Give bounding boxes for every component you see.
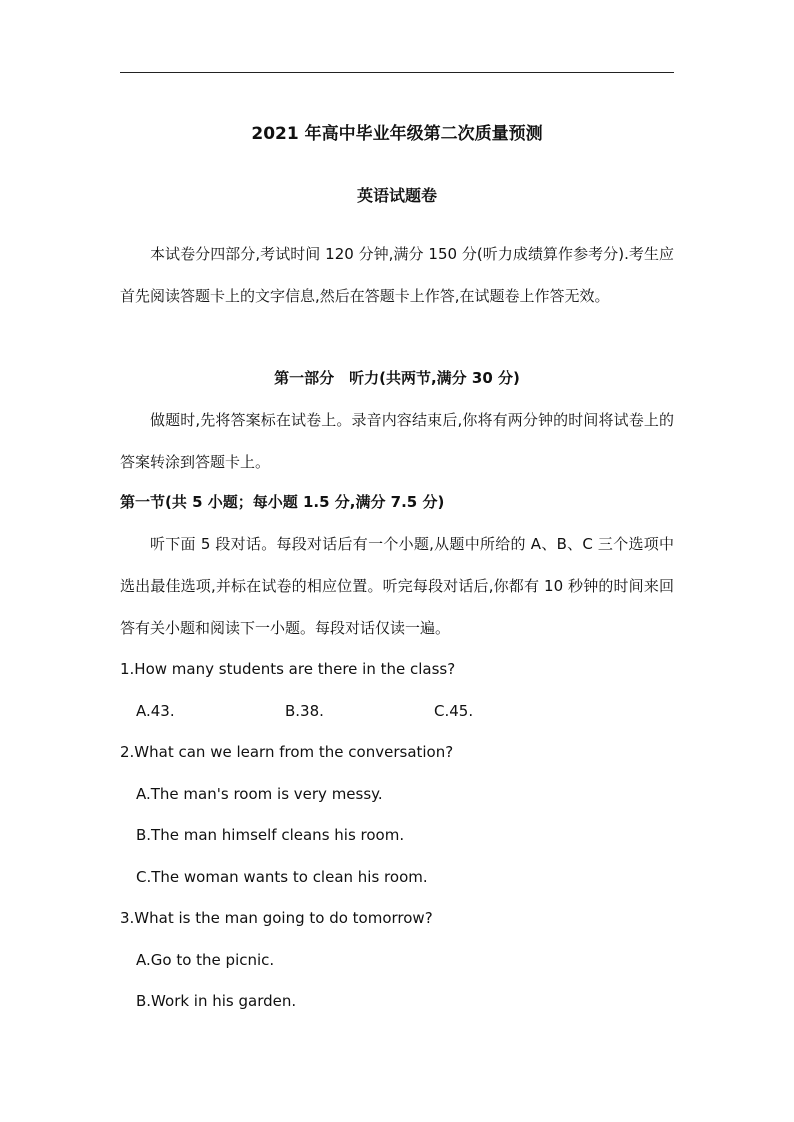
part1-instructions: 做题时,先将答案标在试卷上。录音内容结束后,你将有两分钟的时间将试卷上的答案转涂到答题卡上。 — [120, 411, 674, 471]
exam-intro: 本试卷分四部分,考试时间 120 分钟,满分 150 分(听力成绩算作参考分).考生应首先阅读答题卡上的文字信息,然后在答题卡上作答,在试题卷上作答无效。 — [120, 245, 674, 305]
part1-heading: 第一部分 听力(共两节,满分 30 分) — [274, 369, 520, 387]
section1-heading: 第一节(共 5 小题；每小题 1.5 分,满分 7.5 分) — [120, 493, 445, 511]
question-1-option-c: C.45. — [434, 702, 474, 720]
exam-title: 2021 年高中毕业年级第二次质量预测 — [251, 124, 543, 144]
question-1-option-a: A.43. — [136, 702, 175, 720]
section1-instructions: 听下面 5 段对话。每段对话后有一个小题,从题中所给的 A、B、C 三个选项中选出最佳选项,并标在试卷的相应位置。听完每段对话后,你都有 10 秒钟的时间来回答有关小题和阅读下一小题。每段对话仅读一遍。 — [120, 535, 674, 637]
header-rule — [120, 72, 674, 73]
question-3-stem: 3.What is the man going to do tomorrow? — [120, 909, 433, 927]
question-2-stem: 2.What can we learn from the conversation? — [120, 743, 454, 761]
question-2-option-b: B.The man himself cleans his room. — [136, 826, 405, 844]
question-3-option-b: B.Work in his garden. — [136, 992, 297, 1010]
question-1-stem: 1.How many students are there in the class? — [120, 660, 456, 678]
question-3-option-a: A.Go to the picnic. — [136, 951, 275, 969]
question-2-option-a: A.The man's room is very messy. — [136, 785, 383, 803]
exam-subtitle: 英语试题卷 — [356, 186, 437, 205]
question-1-option-b: B.38. — [285, 702, 324, 720]
question-2-option-c: C.The woman wants to clean his room. — [136, 868, 428, 886]
